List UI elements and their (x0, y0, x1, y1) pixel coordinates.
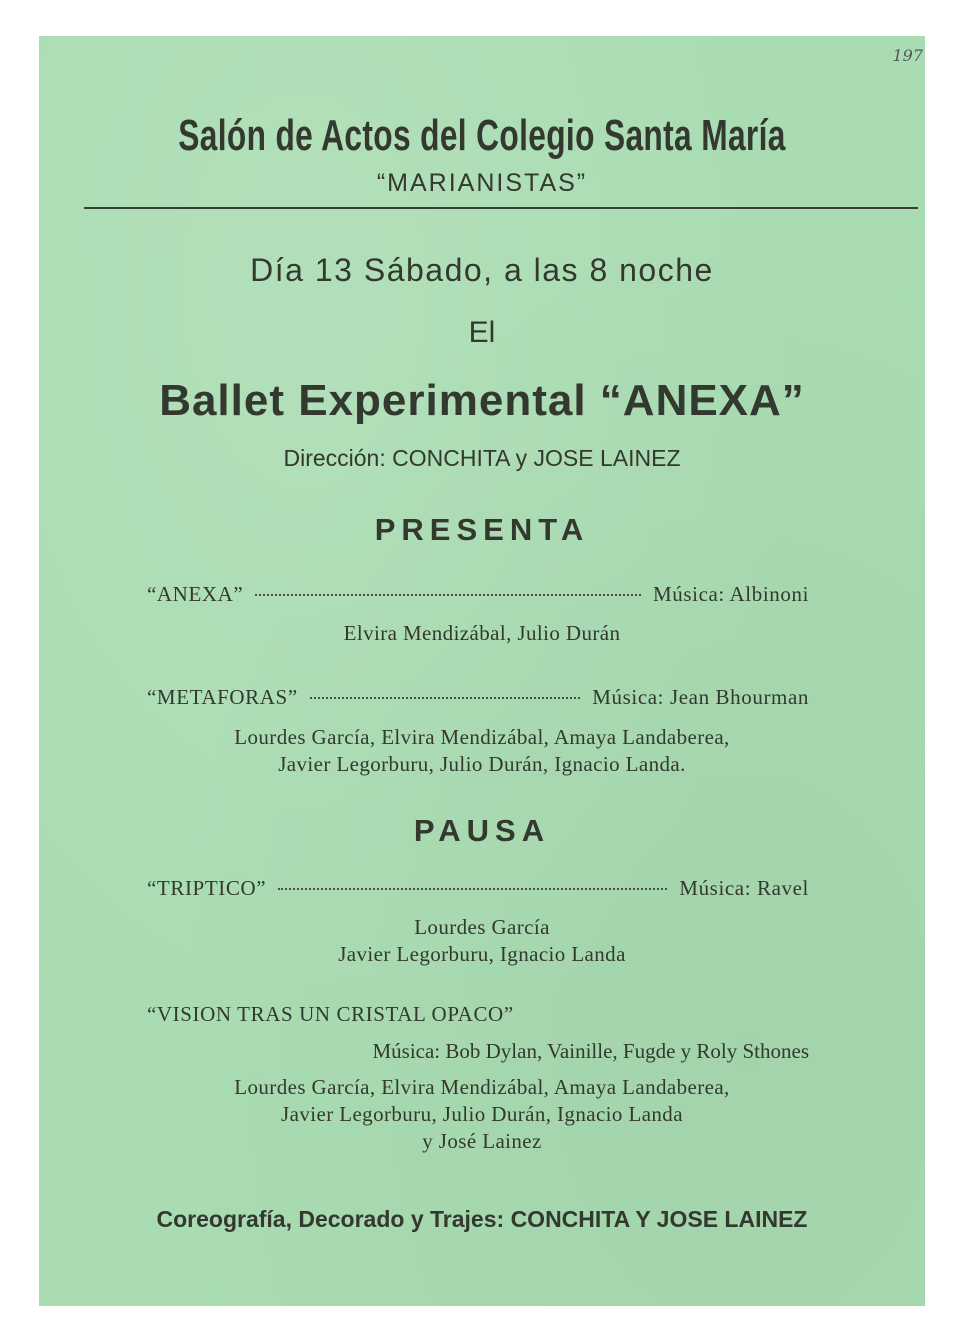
piece-cast (39, 724, 925, 778)
cast-line: Lourdes García (414, 915, 550, 939)
cast-line: Elvira Mendizábal, Julio Durán (343, 621, 621, 645)
cast-line: y José Lainez (422, 1129, 542, 1153)
leader-dots (278, 888, 667, 890)
piece-title: “ANEXA” (147, 582, 244, 606)
piece-anexa (147, 582, 809, 607)
leader-dots (255, 594, 641, 596)
handwritten-annotation: 197 (892, 46, 923, 65)
piece-music: Música: Albinoni (652, 582, 809, 606)
cast-line: Lourdes García, Elvira Mendizábal, Amaya Landaberea, (234, 725, 730, 749)
piece-music: Música: Ravel (679, 876, 809, 900)
direction-credit: Dirección: CONCHITA y JOSE LAINEZ (283, 445, 681, 471)
piece-title: “TRIPTICO” (147, 876, 267, 900)
organization-name: “MARIANISTAS” (376, 169, 588, 197)
piece-metaforas (147, 685, 809, 710)
event-date-time: Día 13 Sábado, a las 8 noche (250, 252, 714, 288)
pausa-heading: PAUSA (413, 813, 551, 848)
piece-triptico (147, 876, 809, 901)
piece-cast (39, 1074, 925, 1155)
piece-cast (39, 620, 925, 647)
header-divider (84, 207, 918, 209)
piece-music: Música: Jean Bhourman (592, 685, 809, 709)
event-article: El (468, 316, 496, 349)
piece-title-vision: “VISION TRAS UN CRISTAL OPACO” (147, 1002, 514, 1026)
cast-line: Javier Legorburu, Julio Durán, Ignacio Landa. (278, 752, 686, 776)
presenta-heading: PRESENTA (374, 512, 590, 547)
piece-cast (39, 914, 925, 968)
leader-dots (310, 697, 581, 699)
venue-title: Salón de Actos del Colegio Santa María (178, 111, 786, 160)
credits-footer: Coreografía, Decorado y Trajes: CONCHITA Y JOSE LAINEZ (156, 1206, 808, 1232)
cast-line: Javier Legorburu, Ignacio Landa (338, 942, 626, 966)
cast-line: Lourdes García, Elvira Mendizábal, Amaya Landaberea, (234, 1075, 730, 1099)
piece-title: “METAFORAS” (147, 685, 298, 709)
piece-music-vision: Música: Bob Dylan, Vainille, Fugde y Roly Sthones (372, 1039, 809, 1063)
cast-line: Javier Legorburu, Julio Durán, Ignacio Landa (281, 1102, 683, 1126)
company-name: Ballet Experimental “ANEXA” (159, 376, 805, 425)
program-sheet (39, 36, 925, 1306)
